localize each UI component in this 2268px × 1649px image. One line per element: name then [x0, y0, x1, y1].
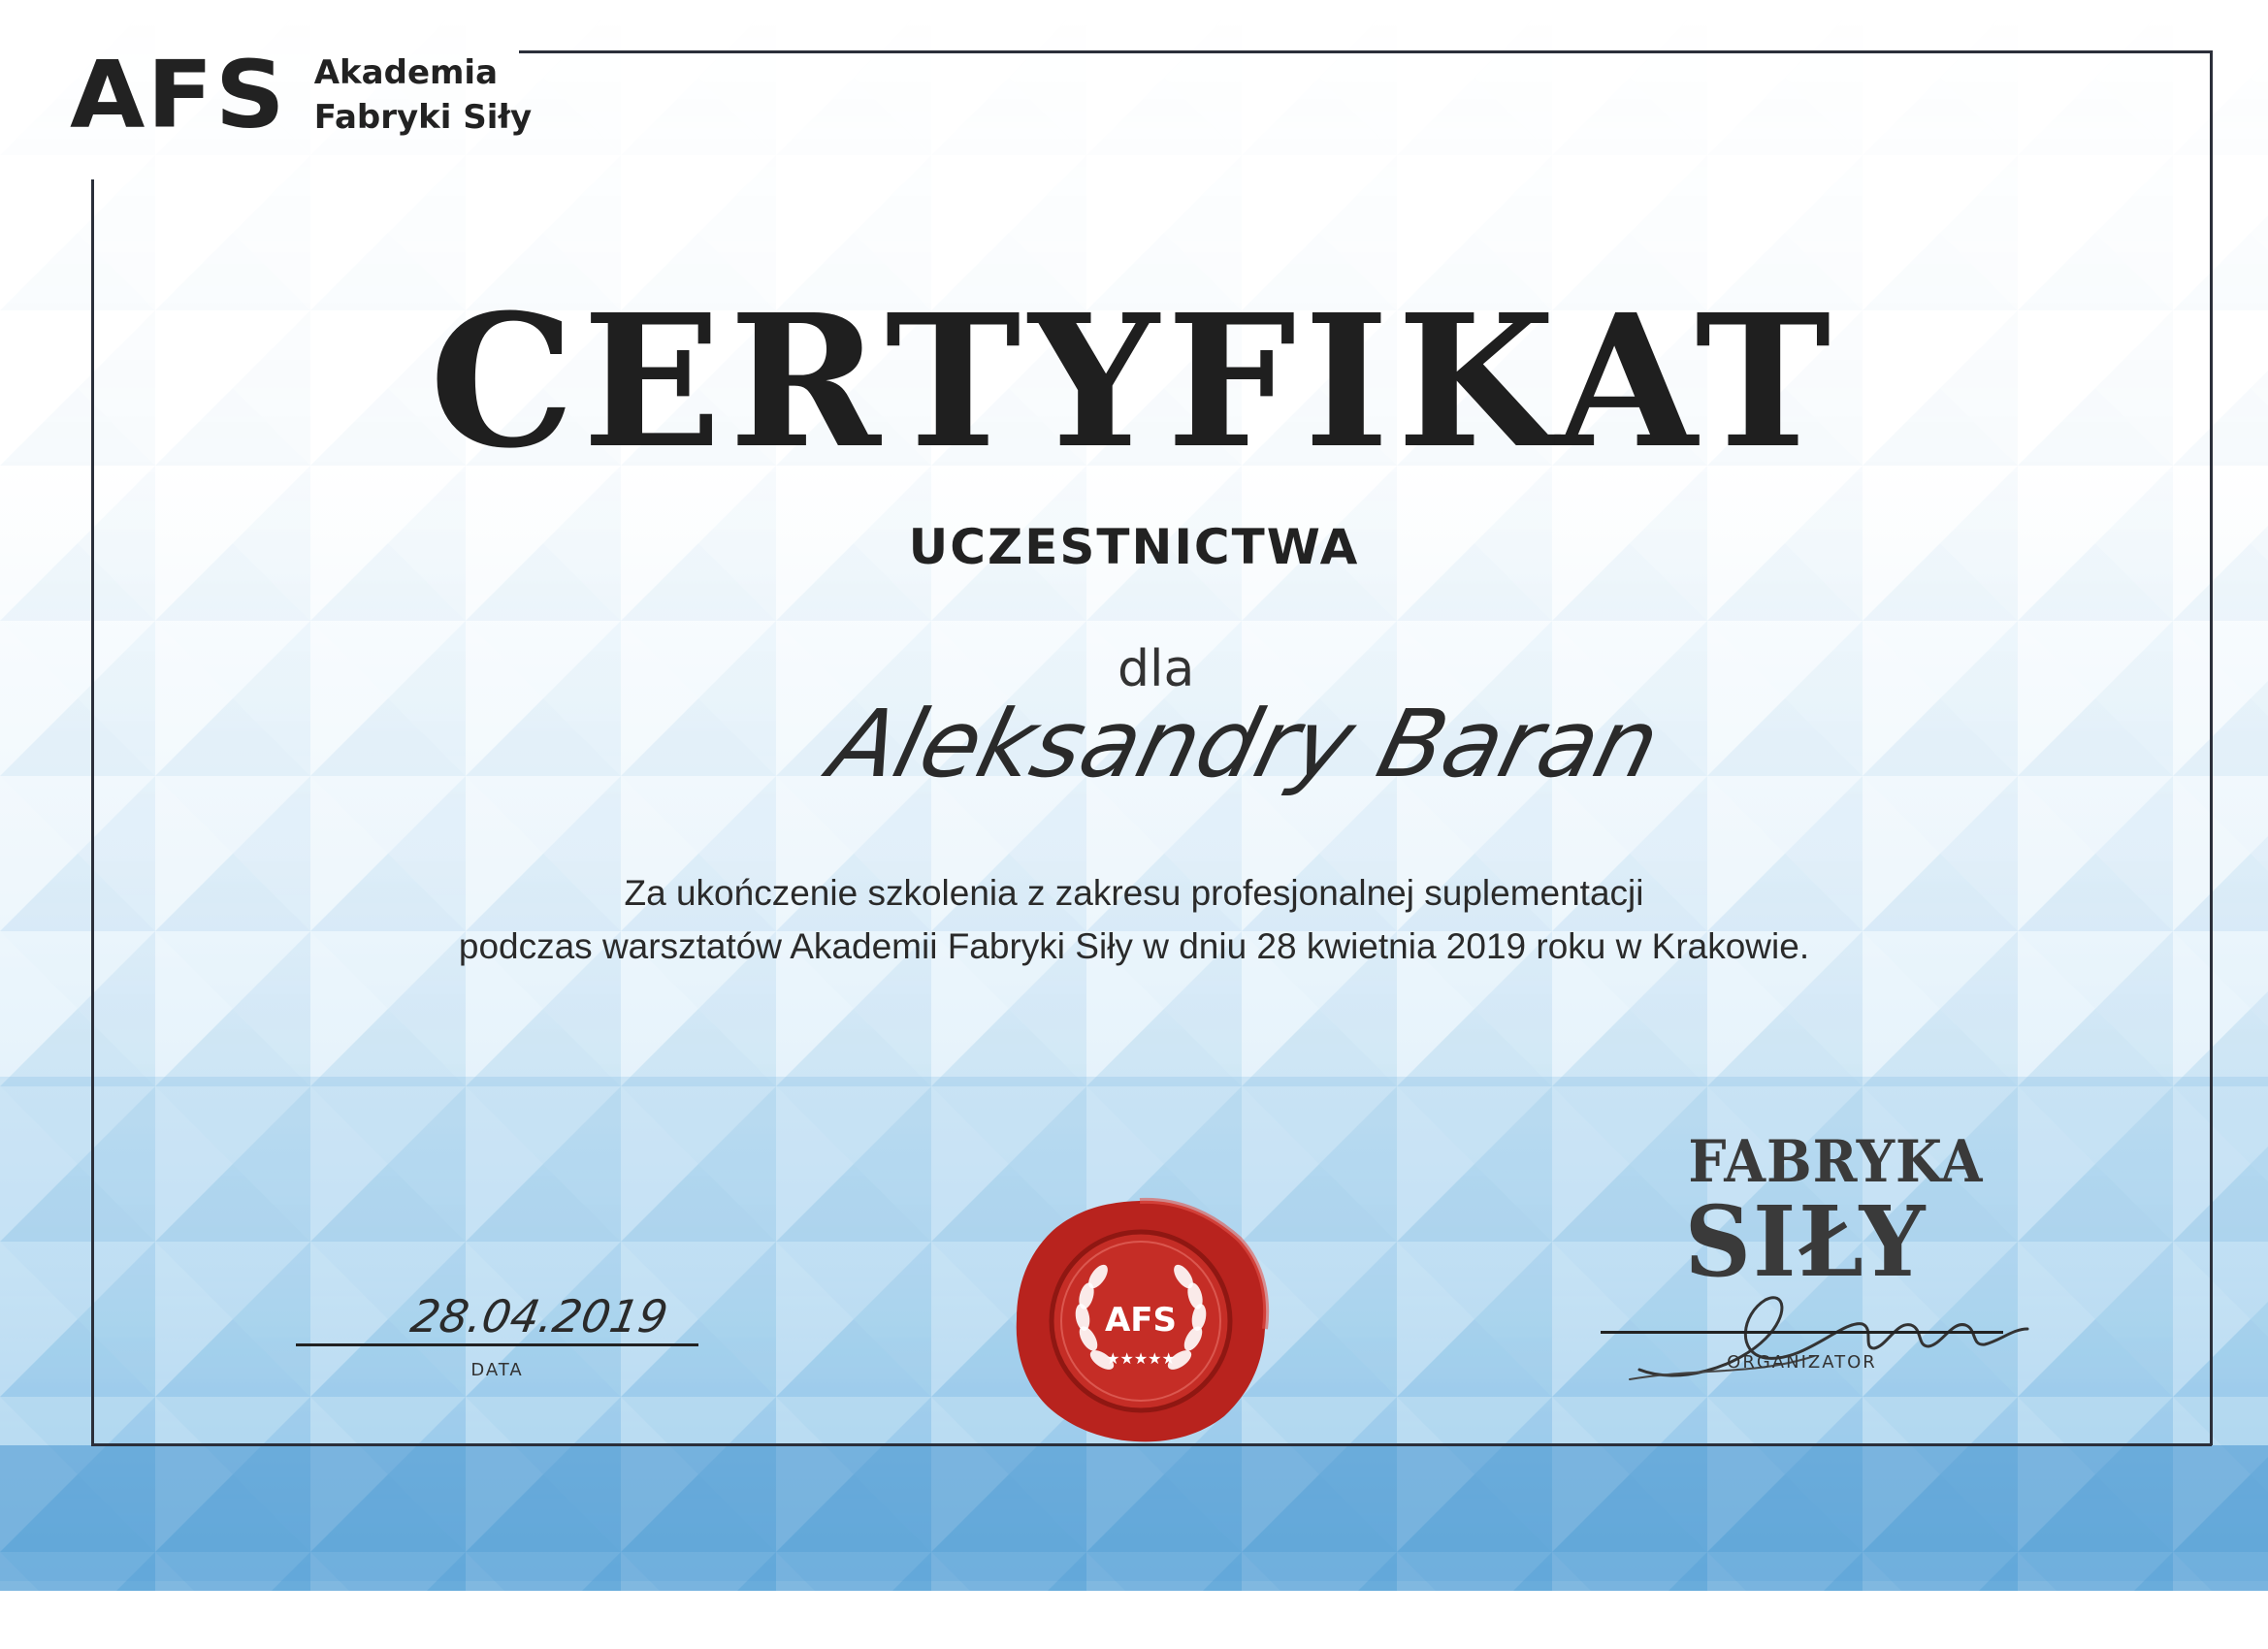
organizer-logo-line-2: SIŁY [1684, 1184, 1928, 1299]
date-label: DATA [470, 1360, 524, 1380]
logo-line-2: Fabryki Siły [313, 98, 533, 137]
svg-text:★★★★★: ★★★★★ [1106, 1349, 1176, 1368]
recipient-name-handwritten [0, 679, 2268, 834]
organizer-logo-line-1: FABRYKA [1688, 1128, 1984, 1196]
logo-line-1: Akademia [313, 53, 499, 92]
frame-top-border [519, 50, 2212, 53]
certificate-body [0, 866, 2268, 973]
afs-logo [70, 40, 533, 149]
organizer-signature-line [1601, 1331, 2003, 1334]
body-line-1: Za ukończenie szkolenia z zakresu profesjonalnej suplementacji [624, 873, 1644, 913]
logo-text [314, 50, 532, 140]
wax-seal [1009, 1193, 1271, 1445]
body-line-2: podczas warsztatów Akademii Fabryki Siły w dniu 28 kwietnia 2019 roku w Krakowie. [458, 926, 1810, 966]
seal-logo: AFS [1104, 1301, 1178, 1340]
seal-stars [1106, 1349, 1176, 1368]
date-value: 28.04.2019 [406, 1290, 672, 1342]
certificate-title: CERTYFIKAT [429, 275, 1839, 489]
recipient-name: Aleksandry Baran [820, 690, 1670, 798]
organizer-label: ORGANIZATOR [1727, 1352, 1877, 1373]
logo-mark: AFS [70, 40, 287, 149]
date-signature-line [296, 1343, 698, 1346]
certificate-subtitle: UCZESTNICTWA [908, 519, 1360, 575]
date-handwritten [296, 1285, 703, 1343]
for-label: dla [1118, 640, 1195, 698]
